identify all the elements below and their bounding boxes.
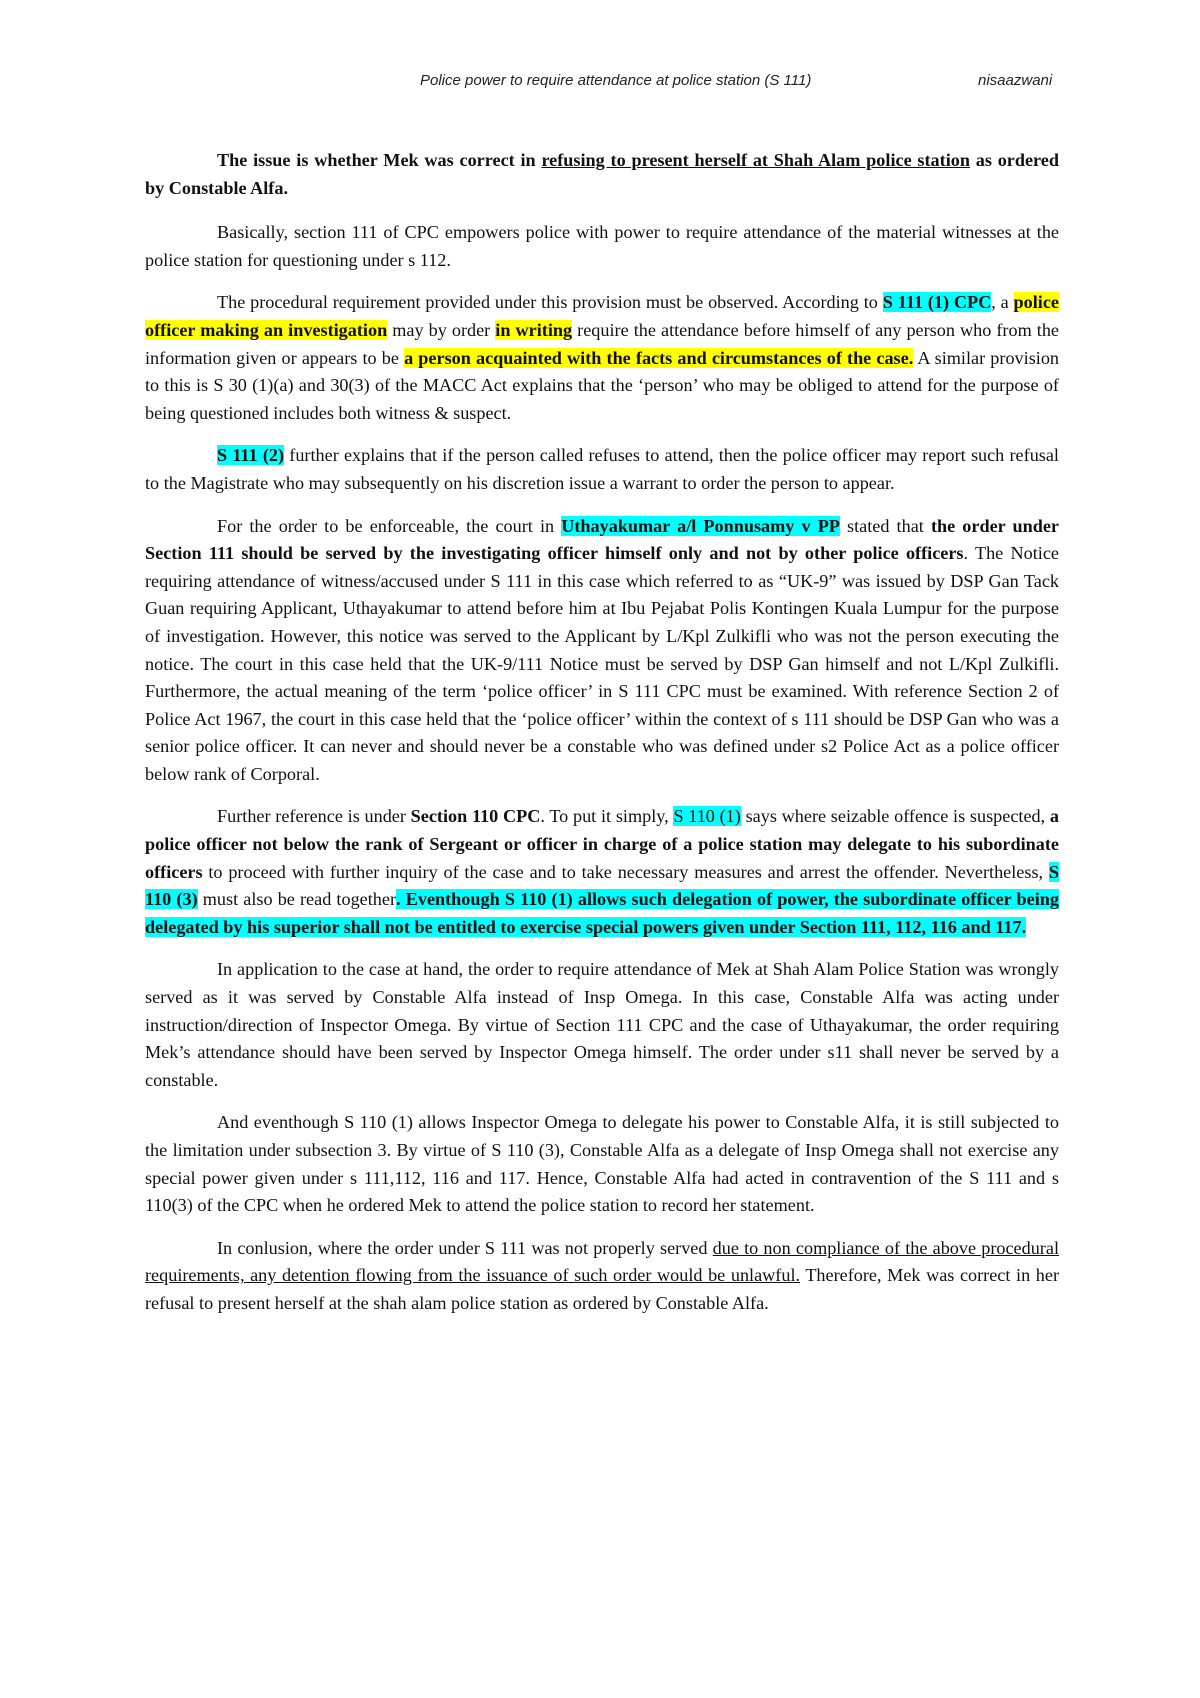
p5-text-3: . To put it simply, — [540, 806, 674, 827]
highlight-s111-2: S 111 (2) — [217, 445, 285, 466]
underlined-conclusion: due to non compliance of the above procedural requirements, any detention flowing from the issuance of such order would be unlawful. — [145, 1237, 1059, 1286]
paragraph-procedural-requirement — [145, 289, 1059, 427]
p2-text-7: require the attendance before himself of any person who from the information given or appears to be — [145, 319, 1060, 368]
paragraph-basically — [145, 219, 1059, 274]
highlight-s110-1: S 110 (1) — [673, 806, 741, 827]
p6-text: In application to the case at hand, the order to require attendance of Mek at Shah Alam Police Station was wrongly served as it was served by Constable Alfa instead of Insp Omega. In this case, Constable Alfa was acting under instruction/direction of Inspector Omega. By virtue of Section 111 CPC and the case of Uthayakumar, the order requiring Mek’s attendance should have been served by Inspector Omega himself. The order under s11 shall never be served by a constable. — [145, 959, 1059, 1090]
bold-holding: the order under Section 111 should be served by the investigating officer himself only and not by other police officers — [145, 515, 1059, 564]
issue-text-1: The issue is whether Mek was correct in — [217, 150, 542, 170]
p4-text-1: For the order to be enforceable, the court in — [217, 515, 562, 536]
header-author: nisaazwani — [978, 72, 1053, 89]
p5-text-1: Further reference is under — [217, 806, 411, 827]
p5-text-7: to proceed with further inquiry of the case and to take necessary measures and arrest the offender. Nevertheless, — [202, 861, 1049, 882]
p4-text-3: stated that — [839, 515, 931, 536]
issue-underlined: refusing to present herself at Shah Alam police station — [541, 150, 970, 170]
header-title: Police power to require attendance at police station (S 111) — [420, 72, 812, 89]
p3-text-2: further explains that if the person called refuses to attend, then the police officer may report such refusal to the Magistrate who may subsequently on his discretion issue a warrant to order the person to appear. — [145, 445, 1059, 493]
highlight-s110-3: S 110 (3) — [145, 861, 1059, 910]
paragraph-eventhough — [145, 1109, 1059, 1219]
paragraph-section-110 — [145, 803, 1059, 941]
p2-text-5: may by order — [387, 319, 496, 340]
highlight-in-writing: in writing — [495, 319, 573, 340]
issue-statement — [145, 147, 1059, 202]
p7-text: And eventhough S 110 (1) allows Inspector Omega to delegate his power to Constable Alfa, it is still subjected to the limitation under subsection 3. By virtue of S 110 (3), Constable Alfa as a delegate of Insp Omega shall not exercise any special power given under s 111,112, 116 and 117. Hence, Constable Alfa had acted in contravention of the S 111 and s 110(3) of the CPC when he ordered Mek to attend the police station to record her statement. — [145, 1112, 1059, 1216]
bold-section-110: Section 110 CPC — [410, 806, 541, 827]
p4-text-5: . The Notice requiring attendance of witness/accused under S 111 in this case which referred to as “UK-9” was issued by DSP Gan Tack Guan requiring Applicant, Uthayakumar to attend before him at Ibu Pejabat Polis Kontingen Kuala Lumpur for the purpose of investigation. However, this notice was served to the Applicant by L/Kpl Zulkifli who was not the person executing the notice. The court in this case held that the UK-9/111 Notice must be served by DSP Gan himself and not L/Kpl Zulkifli. Furthermore, the actual meaning of the term ‘police officer’ in S 111 CPC must be examined. With reference Section 2 of Police Act 1967, the court in this case held that the ‘police officer’ within the context of s 111 should be DSP Gan who was a senior police officer. It can never and should never be a constable who was defined under s2 Police Act as a police officer below rank of Corporal. — [145, 543, 1059, 784]
paragraph-application — [145, 956, 1059, 1094]
highlight-police-officer-investigation: police officer making an investigation — [145, 292, 1060, 340]
p2-text-9: A similar provision to this is S 30 (1)(a) and 30(3) of the MACC Act explains that the ‘person’ who may be obliged to attend for the purpose of being questioned includes both witness & suspect. — [145, 347, 1060, 423]
paragraph-s111-2 — [145, 442, 1059, 497]
p8-text-1: In conlusion, where the order under S 111 was not properly served — [217, 1237, 713, 1258]
bold-delegation: a police officer not below the rank of Sergeant or officer in charge of a police station may delegate to his subordinate officers — [145, 806, 1059, 882]
p8-text-3: Therefore, Mek was correct in her refusal to present herself at the shah alam police station as ordered by Constable Alfa. — [145, 1265, 1059, 1313]
p2-text-3: , a — [991, 292, 1014, 313]
highlight-person-acquainted: a person acquainted with the facts and circumstances of the case. — [404, 347, 914, 368]
document-body — [145, 147, 1059, 1333]
p1-text: Basically, section 111 of CPC empowers police with power to require attendance of the material witnesses at the police station for questioning under s 112. — [145, 222, 1059, 270]
highlight-case-name: Uthayakumar a/l Ponnusamy v PP — [561, 515, 840, 536]
paragraph-uthayakumar — [145, 513, 1059, 789]
p5-text-9: must also be read together — [197, 889, 397, 910]
highlight-s111-1: S 111 (1) CPC — [882, 292, 992, 313]
issue-text-3: as ordered by Constable Alfa. — [145, 150, 1059, 198]
highlight-eventhough: . Eventhough S 110 (1) allows such delegation of power, the subordinate officer being delegated by his superior shall not be entitled to exercise special powers given under Section 111, 112, 116 and 117. — [145, 889, 1059, 937]
p2-text-1: The procedural requirement provided under this provision must be observed. According to — [217, 292, 883, 313]
p5-text-5: says where seizable offence is suspected, — [740, 806, 1050, 827]
paragraph-conclusion — [145, 1235, 1059, 1318]
